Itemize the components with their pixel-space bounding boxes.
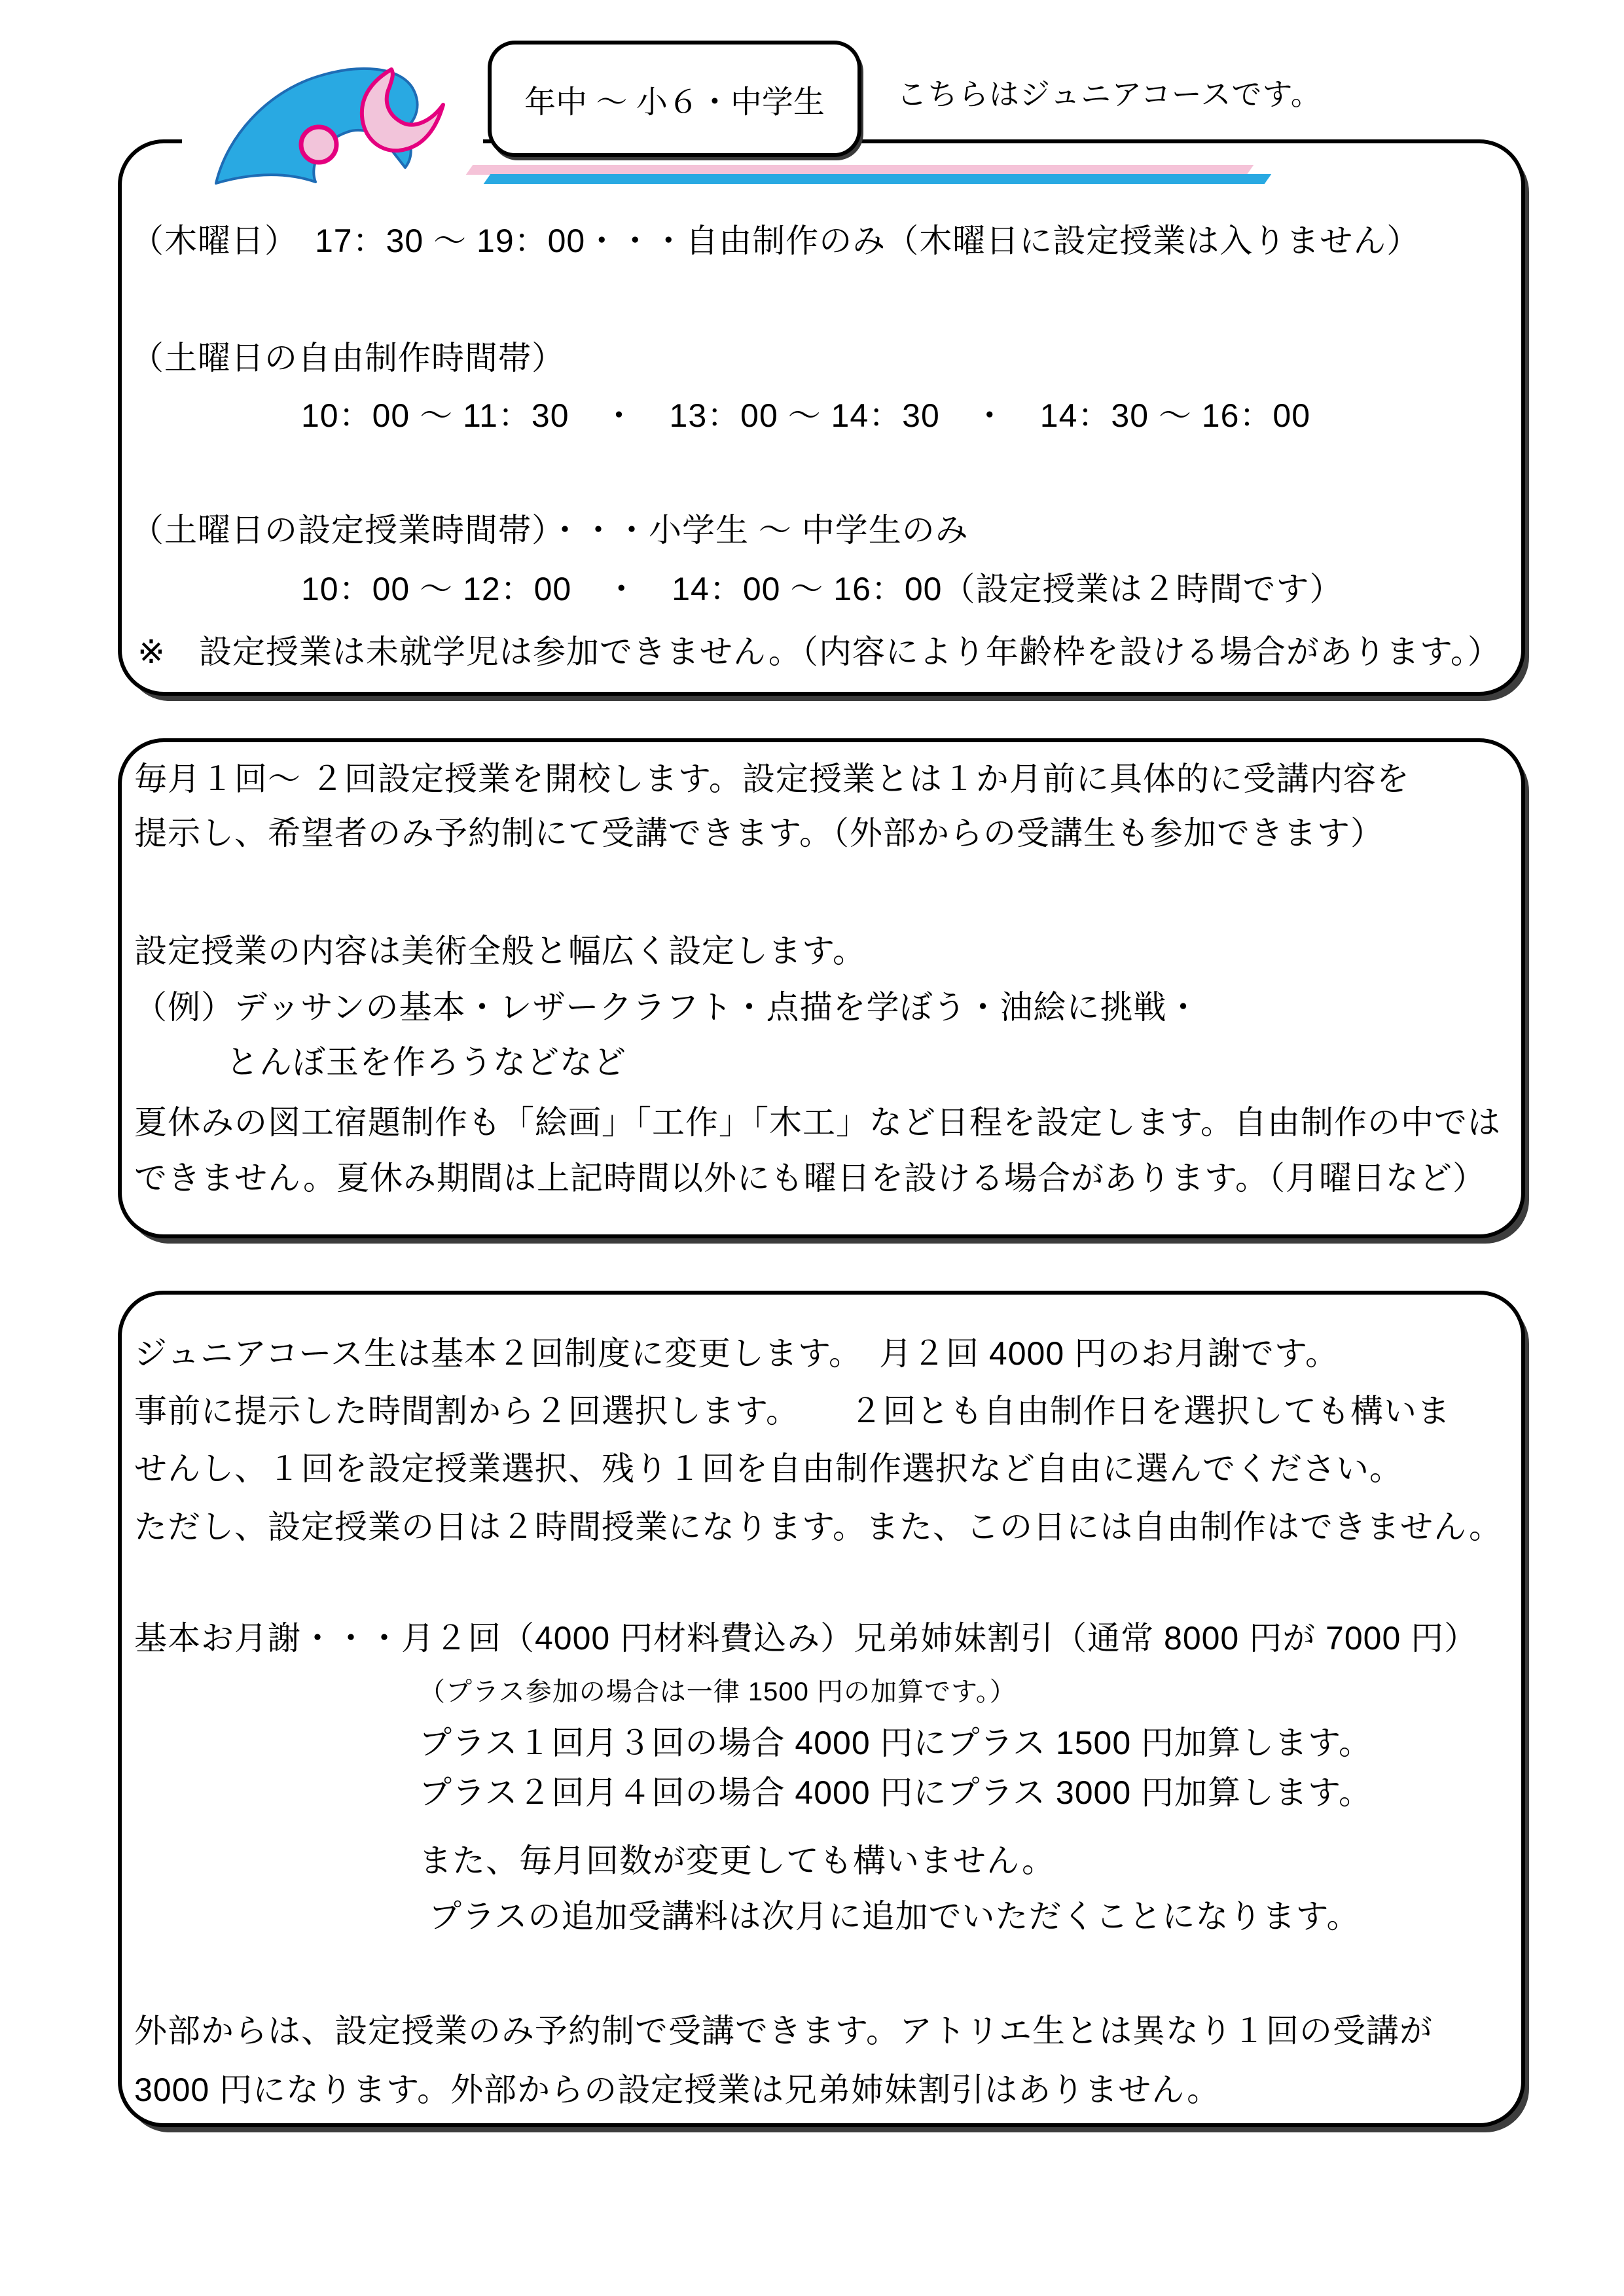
plus-two-line: プラス２回月４回の場合 4000 円にプラス 3000 円加算します。 xyxy=(419,1774,1373,1811)
monthly-change-line: また、毎月回数が変更しても構いません。 xyxy=(419,1842,1055,1879)
external-student-line1: 外部からは、設定授業のみ予約制で受講できます。アトリエ生とは異なり１回の受講が xyxy=(134,2013,1433,2049)
atelier-logo-graphic xyxy=(182,30,483,195)
saturday-free-header: （土曜日の自由制作時間帯） xyxy=(131,340,565,376)
set-class-examples-line2: とんぼ玉を作ろうなどなど xyxy=(226,1044,626,1081)
plus-one-line: プラス１回月３回の場合 4000 円にプラス 1500 円加算します。 xyxy=(419,1725,1373,1761)
thursday-schedule-line: （木曜日） 17：30 ～ 19：00・・・自由制作のみ（木曜日に設定授業は入りません） xyxy=(131,223,1420,259)
underline-bar-blue xyxy=(484,174,1272,184)
fee-line3: せんし、１回を設定授業選択、残り１回を自由制作選択など自由に選んでください。 xyxy=(134,1450,1403,1487)
plus-fee-note: （プラス参加の場合は一律 1500 円の加算です。） xyxy=(419,1677,1017,1706)
underline-bar-pink xyxy=(466,165,1254,175)
fee-line4: ただし、設定授業の日は２時間授業になります。また、この日には自由制作はできません。 xyxy=(134,1509,1502,1545)
preschool-note: ※ 設定授業は未就学児は参加できません。（内容により年齢枠を設ける場合があります。） xyxy=(137,634,1501,670)
fee-line2: 事前に提示した時間割から２回選択します。 ２回とも自由制作日を選択しても構いま xyxy=(134,1393,1451,1429)
set-class-line1: 毎月１回～ ２回設定授業を開校します。設定授業とは１か月前に具体的に受講内容を xyxy=(134,761,1410,797)
plus-billing-line: プラスの追加受講料は次月に追加でいただくことになります。 xyxy=(429,1898,1360,1935)
set-class-line3: 設定授業の内容は美術全般と幅広く設定します。 xyxy=(134,933,866,969)
age-badge xyxy=(488,41,861,157)
age-badge-label: 年中 ～ 小６・中学生 xyxy=(524,84,825,120)
course-note: こちらはジュニアコースです。 xyxy=(897,77,1322,111)
external-student-line2: 3000 円になります。外部からの設定授業は兄弟姉妹割引はありません。 xyxy=(134,2072,1221,2108)
summer-homework-line1: 夏休みの図工宿題制作も「絵画」「工作」「木工」など日程を設定します。自由制作の中では xyxy=(134,1104,1501,1141)
basic-fee-line: 基本お月謝・・・月２回（4000 円材料費込み）兄弟姉妹割引（通常 8000 円が 7000 円） xyxy=(134,1620,1478,1657)
logo-pink-circle-icon xyxy=(301,127,336,162)
set-class-examples-line: （例）デッサンの基本・レザークラフト・点描を学ぼう・油絵に挑戦・ xyxy=(134,989,1200,1026)
saturday-free-times: 10：00 ～ 11：30 ・ 13：00 ～ 14：30 ・ 14：30 ～ 16：00 xyxy=(301,397,1311,434)
saturday-set-header: （土曜日の設定授業時間帯）・・・小学生 ～ 中学生のみ xyxy=(131,512,969,548)
set-class-line2: 提示し、希望者のみ予約制にて受講できます。（外部からの受講生も参加できます） xyxy=(134,815,1384,852)
atelier-logo xyxy=(182,30,483,195)
fee-line1: ジュニアコース生は基本２回制度に変更します。 月２回 4000 円のお月謝です。 xyxy=(134,1335,1339,1372)
summer-homework-line2: できません。夏休み期間は上記時間以外にも曜日を設ける場合があります。（月曜日など） xyxy=(134,1160,1486,1196)
saturday-set-times: 10：00 ～ 12：00 ・ 14：00 ～ 16：00（設定授業は２時間です） xyxy=(301,571,1343,607)
